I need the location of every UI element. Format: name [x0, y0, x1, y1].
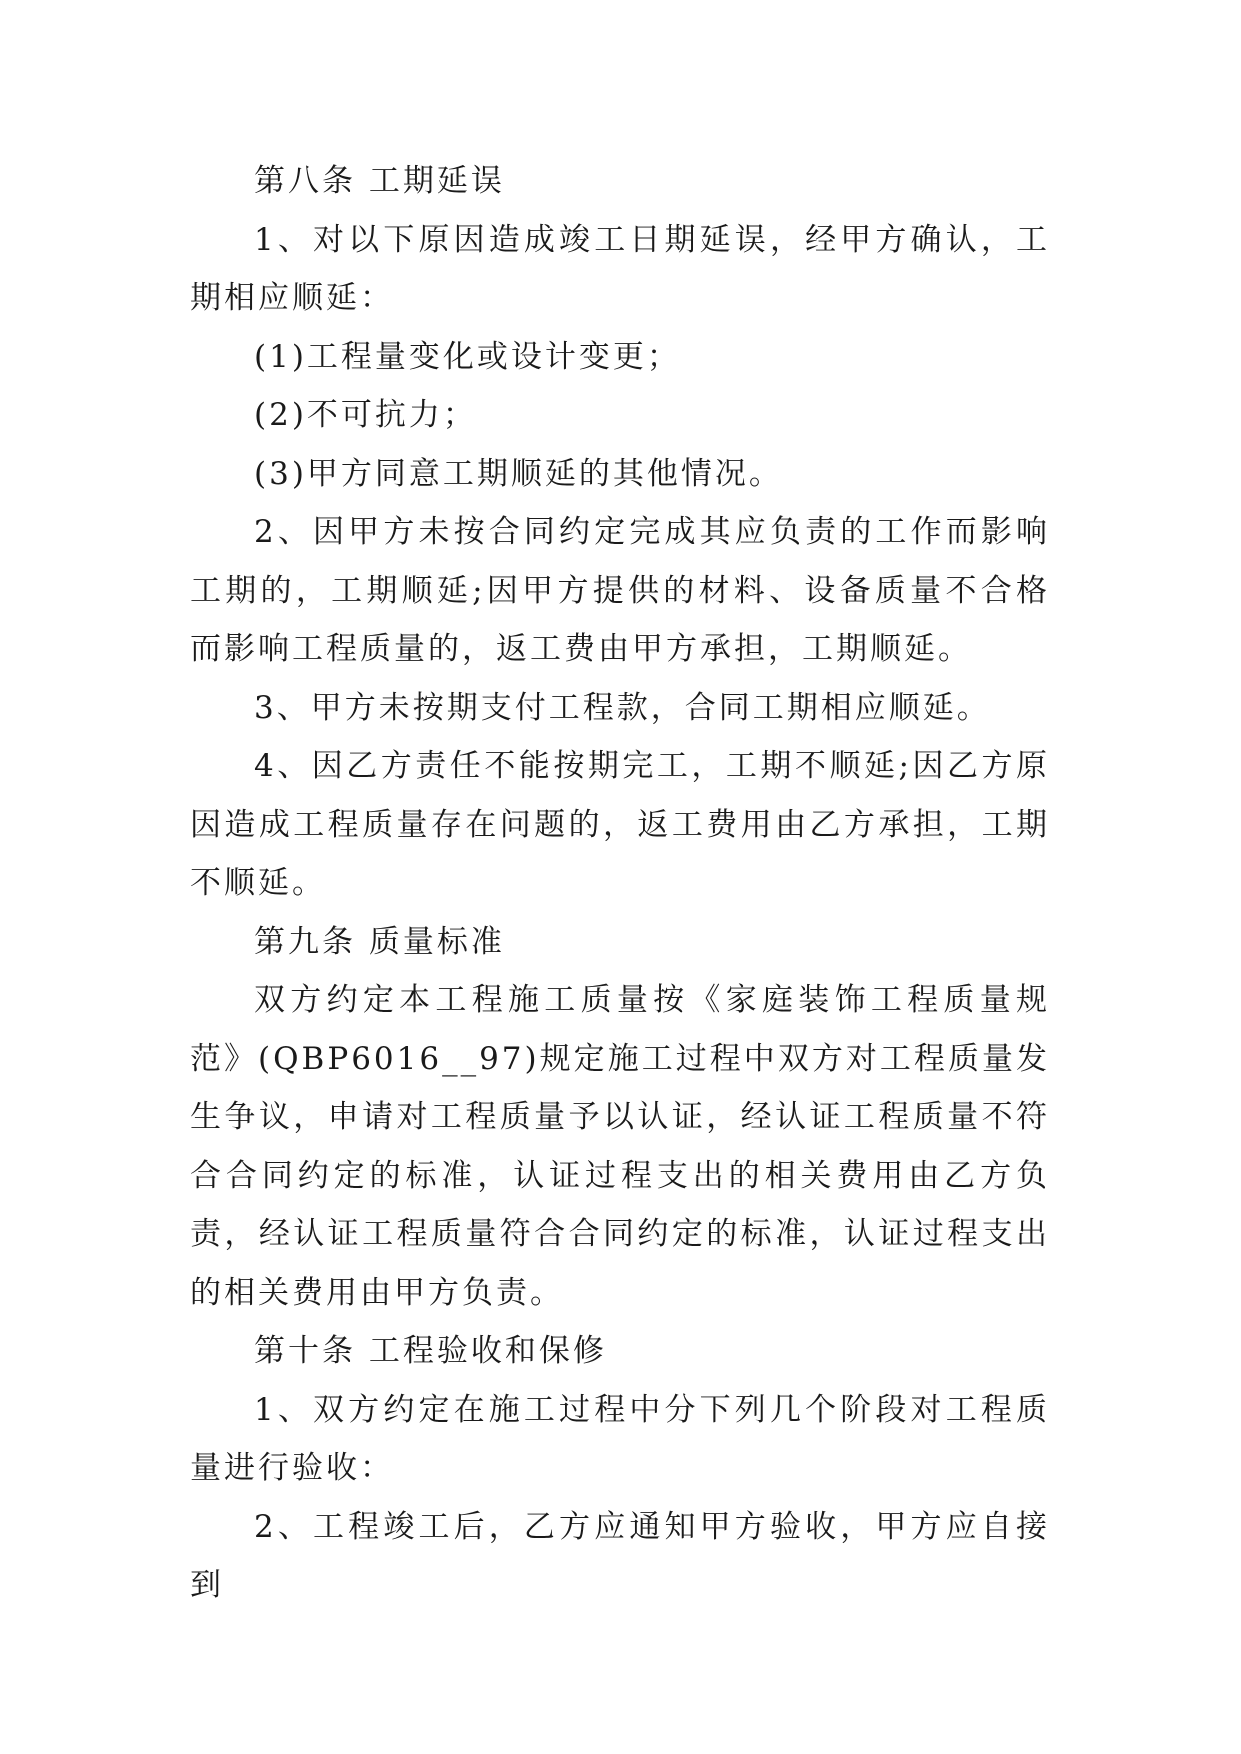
article-8-item-1: (1)工程量变化或设计变更； — [254, 338, 681, 375]
article-8-item-2: (2)不可抗力； — [254, 397, 477, 433]
article-10-clause-1: 1、双方约定在施工过程中分下列几个阶段对工程质量进行验收： — [190, 1391, 1050, 1486]
article-8-clause-1: 1、对以下原因造成竣工日期延误，经甲方确认，工期相应顺延： — [190, 221, 1050, 316]
article-9-body: 双方约定本工程施工质量按《家庭装饰工程质量规范》(QBP6016__97)规定施工过程中双方对工程质量发生争议，申请对工程质量予以认证，经认证工程质量不符合合同约定的标准，认证过程支出的相关费用由乙方负责，经认证工程质量符合合同约定的标准，认证过程支出的相关费用由甲方负责。 — [190, 982, 1050, 1311]
article-8-heading: 第八条 工期延误 — [254, 163, 505, 199]
article-8-clause-4: 4、因乙方责任不能按期完工，工期不顺延;因乙方原因造成工程质量存在问题的，返工费用由乙方承担，工期不顺延。 — [190, 748, 1050, 901]
article-8-clause-2: 2、因甲方未按合同约定完成其应负责的工作而影响工期的，工期顺延;因甲方提供的材料、设备质量不合格而影响工程质量的，返工费由甲方承担，工期顺延。 — [190, 514, 1050, 667]
article-9-heading: 第九条 质量标准 — [254, 923, 505, 960]
article-8-item-3: (3)甲方同意工期顺延的其他情况。 — [254, 455, 783, 492]
article-10-heading: 第十条 工程验收和保修 — [254, 1333, 607, 1369]
document-body — [190, 152, 1050, 1615]
article-8-clause-3: 3、甲方未按期支付工程款，合同工期相应顺延。 — [254, 689, 991, 726]
article-10-clause-2: 2、工程竣工后，乙方应通知甲方验收，甲方应自接到 — [190, 1508, 1050, 1603]
